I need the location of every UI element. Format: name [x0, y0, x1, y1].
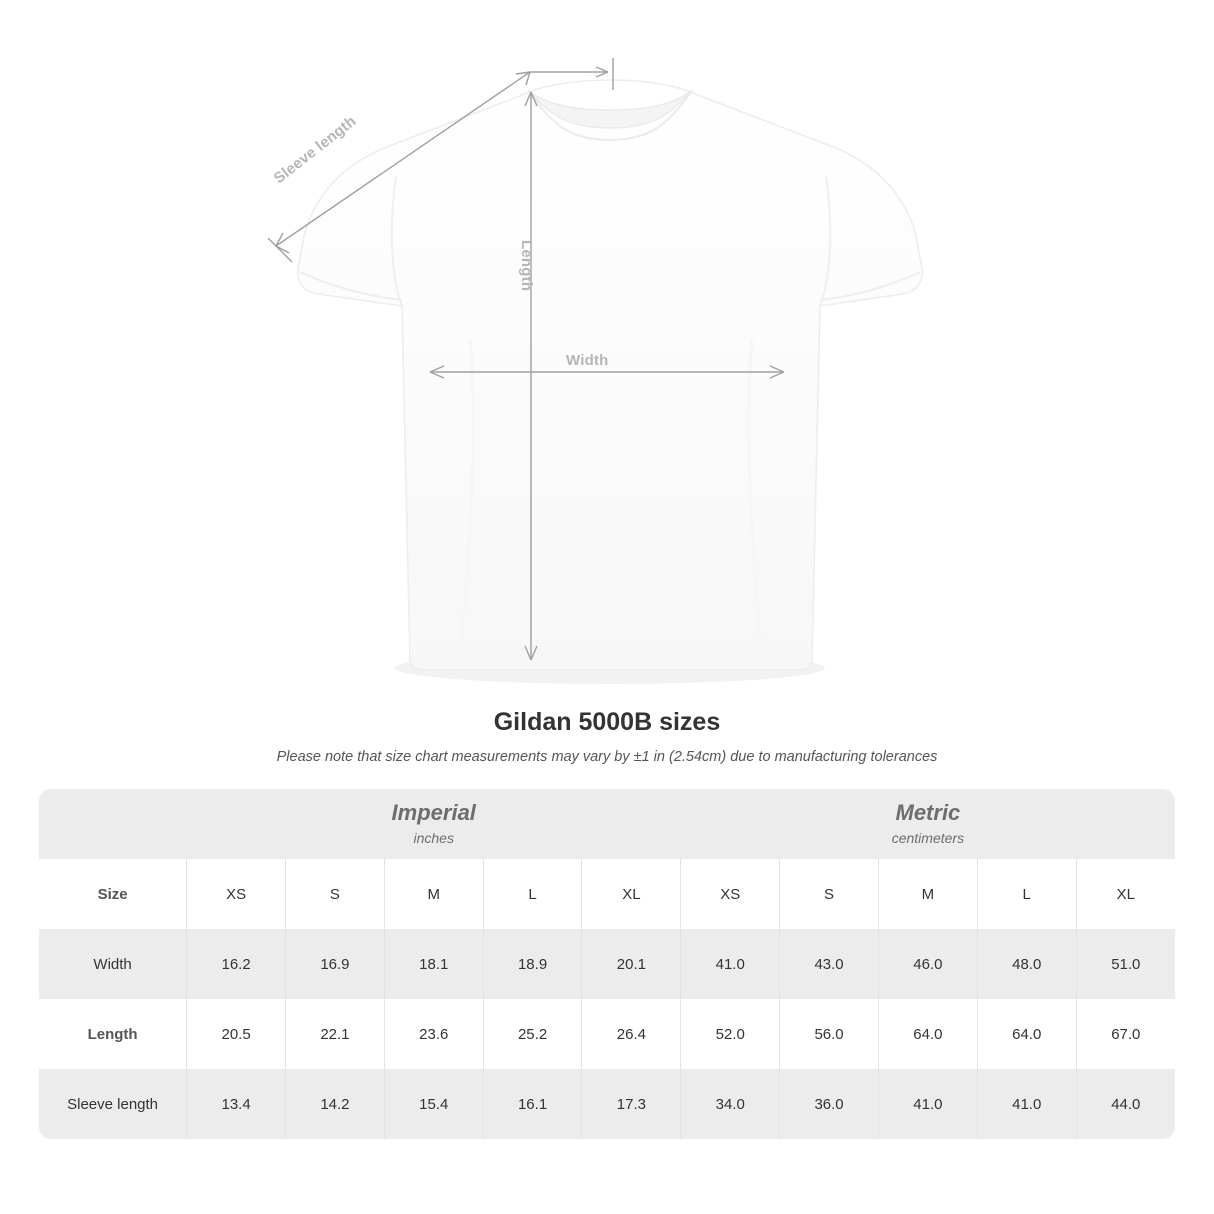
cell-length-xl-imperial: 26.4 — [582, 999, 681, 1069]
sleeve-length-label: Sleeve length — [270, 112, 360, 188]
shirt-body-shape — [298, 80, 923, 670]
cell-sleeve-xl-imperial: 17.3 — [582, 1069, 681, 1139]
unit-group-imperial-name: Imperial — [391, 800, 476, 826]
cell-width-xs-imperial: 16.2 — [187, 929, 286, 999]
unit-group-imperial-sub: inches — [413, 829, 454, 846]
cell-sleeve-s-imperial: 14.2 — [286, 1069, 385, 1139]
cell-length-l-imperial: 25.2 — [483, 999, 582, 1069]
page-title: Gildan 5000B sizes — [493, 708, 721, 736]
cell-sleeve-xl-metric: 44.0 — [1076, 1069, 1175, 1139]
cell-width-xl-metric: 51.0 — [1076, 929, 1175, 999]
cell-length-m-metric: 64.0 — [878, 999, 977, 1069]
cell-width-s-imperial: 16.9 — [286, 929, 385, 999]
cell-length-l-metric: 64.0 — [977, 999, 1076, 1069]
unit-group-metric — [681, 789, 1175, 859]
cell-sleeve-l-imperial: 16.1 — [483, 1069, 582, 1139]
unit-group-imperial — [187, 789, 681, 859]
cell-width-m-imperial: 18.1 — [384, 929, 483, 999]
table-row — [39, 999, 1175, 1069]
cell-width-l-imperial: 18.9 — [483, 929, 582, 999]
row-label-sleeve-length: Sleeve length — [39, 1069, 187, 1139]
size-header-cell-s-metric: S — [780, 859, 879, 929]
cell-length-xs-metric: 52.0 — [681, 999, 780, 1069]
cell-width-xl-imperial: 20.1 — [582, 929, 681, 999]
cell-length-xl-metric: 67.0 — [1076, 999, 1175, 1069]
cell-length-m-imperial: 23.6 — [384, 999, 483, 1069]
size-header-cell-s-imperial: S — [286, 859, 385, 929]
unit-header-spacer — [39, 789, 187, 859]
unit-group-metric-sub: centimeters — [891, 829, 965, 846]
size-header-cell-xs-imperial: XS — [187, 859, 286, 929]
size-header-cell-l-imperial: L — [483, 859, 582, 929]
row-label-length: Length — [39, 999, 187, 1069]
row-label-width: Width — [39, 929, 187, 999]
size-header-cell-xl-metric: XL — [1076, 859, 1175, 929]
cell-width-xs-metric: 41.0 — [681, 929, 780, 999]
cell-sleeve-xs-imperial: 13.4 — [187, 1069, 286, 1139]
size-table-wrapper — [39, 789, 1175, 1139]
unit-group-metric-name: Metric — [895, 800, 961, 826]
size-header-row — [39, 859, 1175, 929]
cell-length-s-metric: 56.0 — [780, 999, 879, 1069]
cell-sleeve-m-metric: 41.0 — [878, 1069, 977, 1139]
cell-width-m-metric: 46.0 — [878, 929, 977, 999]
cell-width-s-metric: 43.0 — [780, 929, 879, 999]
size-table — [39, 789, 1175, 1139]
measurement-note: Please note that size chart measurements may vary by ±1 in (2.54cm) due to manufacturing tolerances — [276, 749, 938, 765]
table-row — [39, 1069, 1175, 1139]
cell-sleeve-s-metric: 36.0 — [780, 1069, 879, 1139]
width-label: Width — [566, 352, 609, 369]
cell-length-s-imperial: 22.1 — [286, 999, 385, 1069]
unit-header-row — [39, 789, 1175, 859]
table-row — [39, 929, 1175, 999]
size-header-cell-m-imperial: M — [384, 859, 483, 929]
size-header-cell-xl-imperial: XL — [582, 859, 681, 929]
size-header-cell-m-metric: M — [878, 859, 977, 929]
cell-sleeve-l-metric: 41.0 — [977, 1069, 1076, 1139]
size-header-label: Size — [39, 859, 187, 929]
cell-length-xs-imperial: 20.5 — [187, 999, 286, 1069]
cell-sleeve-xs-metric: 34.0 — [681, 1069, 780, 1139]
length-label: Length — [518, 240, 535, 292]
size-header-cell-l-metric: L — [977, 859, 1076, 929]
cell-width-l-metric: 48.0 — [977, 929, 1076, 999]
title-block — [0, 708, 1214, 765]
cell-sleeve-m-imperial: 15.4 — [384, 1069, 483, 1139]
size-header-cell-xs-metric: XS — [681, 859, 780, 929]
